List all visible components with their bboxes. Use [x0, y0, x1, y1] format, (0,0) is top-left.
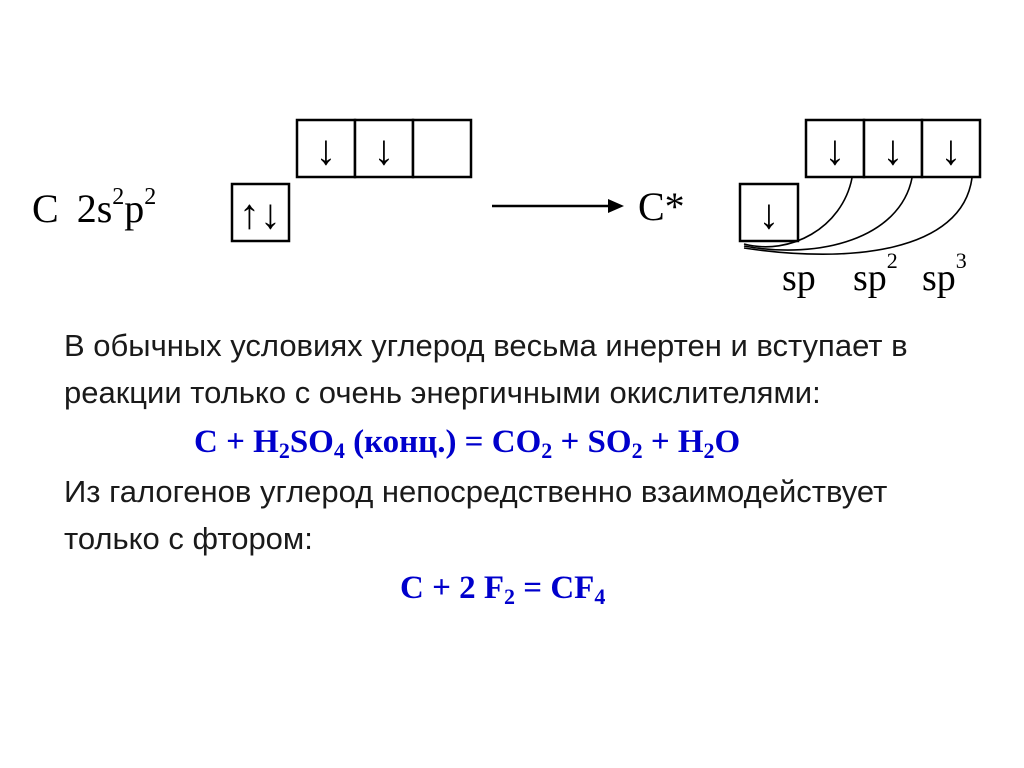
- hybrid-label-sp3: $sp^3$: [922, 248, 967, 299]
- content-text: [64, 322, 964, 614]
- transition-arrow: [492, 199, 624, 213]
- equation-sulfuric-acid: $C + H_2SO_4$ (конц.) = $CO_2 + SO_2 + H_2O$: [194, 424, 741, 463]
- ground-p-orbital-cells: [297, 120, 471, 177]
- paragraph-inertness: В обычных условиях углерод весьма инертен и вступает в реакции только с очень энергичными окислителями:: [64, 328, 908, 410]
- ground-s-orbital-cell: [232, 184, 289, 241]
- excited-s-orbital-cell: [740, 184, 798, 241]
- excited-p-cell-1: ↓: [824, 128, 846, 174]
- equation-fluorine: C + 2 $F_2 = CF_4$: [400, 570, 606, 609]
- excited-p-cell-2: ↓: [882, 128, 904, 174]
- svg-text:↑↓: ↑↓: [239, 192, 281, 238]
- electron-configuration-diagram: [0, 0, 1024, 310]
- hybrid-label-sp2: $sp^2$: [853, 248, 898, 299]
- excited-p-orbital-cells: [806, 120, 980, 177]
- ground-p-cell-1: ↓: [315, 128, 337, 174]
- ground-p-cell-2: ↓: [373, 128, 395, 174]
- svg-text:↓: ↓: [758, 192, 780, 238]
- paragraph-halogens: Из галогенов углерод непосредственно взаимодействует только с фтором:: [64, 474, 888, 556]
- excited-state-label: C*: [638, 184, 685, 229]
- hybrid-label-sp: sp: [782, 257, 816, 299]
- excited-p-cell-3: ↓: [940, 128, 962, 174]
- ground-state-label: C $2s^2p^2$: [32, 184, 157, 231]
